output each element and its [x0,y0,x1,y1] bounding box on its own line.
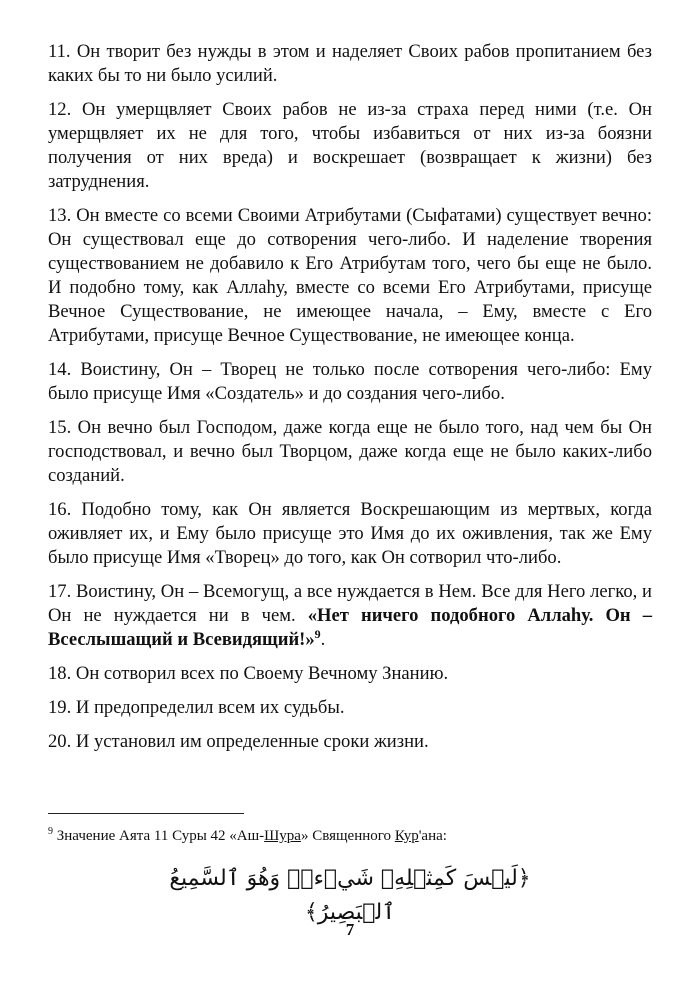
footnote-mark: 9 [48,826,53,837]
paragraph-17-text: 17. Воистину, Он – Всемогущ, а все нуждается в Нем. Все для Него легко, и Он не нуждается ни в чем. [48,581,652,626]
arabic-ayah: ﴿لَيۡسَ كَمِثۡلِهِۦ شَيۡءٞۖ وَهُوَ ٱلسَّمِيعُ ٱلۡبَصِيرُ﴾ [169,866,531,925]
footnote-reference[interactable]: 9 [314,626,321,641]
paragraph-18: 18. Он сотворил всех по Своему Вечному Знанию. [48,663,449,684]
footnote-text-1: Значение Аята 11 Суры 42 «Аш- [53,828,265,844]
footnote-text-2: » Священного [300,828,395,844]
main-text [48,40,652,764]
footnote-text-3: 'ана: [418,828,447,844]
paragraph-19: 19. И предопределил всем их судьбы. [48,697,345,718]
paragraph-16: 16. Подобно тому, как Он является Воскрешающим из мертвых, когда оживляет их, и Ему было присуще это Имя до их оживления, так же Ему было присуще Имя «Творец» до того, как Он сотворил что-либо. [48,499,652,568]
paragraph-12: 12. Он умерщвляет Своих рабов не из-за страха перед ними (т.е. Он умерщвляет их не для того, чтобы избавиться от них из-за боязни получения от них вреда) и воскрешает (возвращает к жизни) без затруднения. [48,99,652,192]
paragraph-20: 20. И установил им определенные сроки жизни. [48,731,429,752]
footnote-text-shura: Шура [264,828,301,844]
paragraph-17-tail: . [320,629,326,650]
page-number: 7 [345,920,355,939]
paragraph-13: 13. Он вместе со всеми Своими Атрибутами (Сыфатами) существует вечно: Он существовал еще до сотворения чего-либо. И наделение творения существованием не добавило к Его Атрибутам того, чего бы еще не было. И подобно тому, как Аллаhу, вместе со всеми Его Атрибутами, присуще Вечное Существование, не имеющее начала, – Ему, вместе с Его Атрибутами, присуще Вечное Существование, не имеющее конца. [48,205,652,346]
quran-quote: «Нет ничего подобного Аллаhу. Он – Всеслышащий и Всевидящий!» [48,605,652,650]
paragraph-14: 14. Воистину, Он – Творец не только после сотворения чего-либо: Ему было присуще Имя «Создатель» и до создания чего-либо. [48,359,652,404]
footnote [48,826,652,846]
footnote-text-kur: Кур [394,828,419,844]
paragraph-11: 11. Он творит без нужды в этом и наделяет Своих рабов пропитанием без каких бы то ни было усилий. [48,41,652,86]
footnote-divider [48,813,244,814]
paragraph-15: 15. Он вечно был Господом, даже когда еще не было того, над чем бы Он господствовал, и вечно был Творцом, даже когда еще не было каких-либо созданий. [48,417,652,486]
paragraph-17 [48,580,652,652]
